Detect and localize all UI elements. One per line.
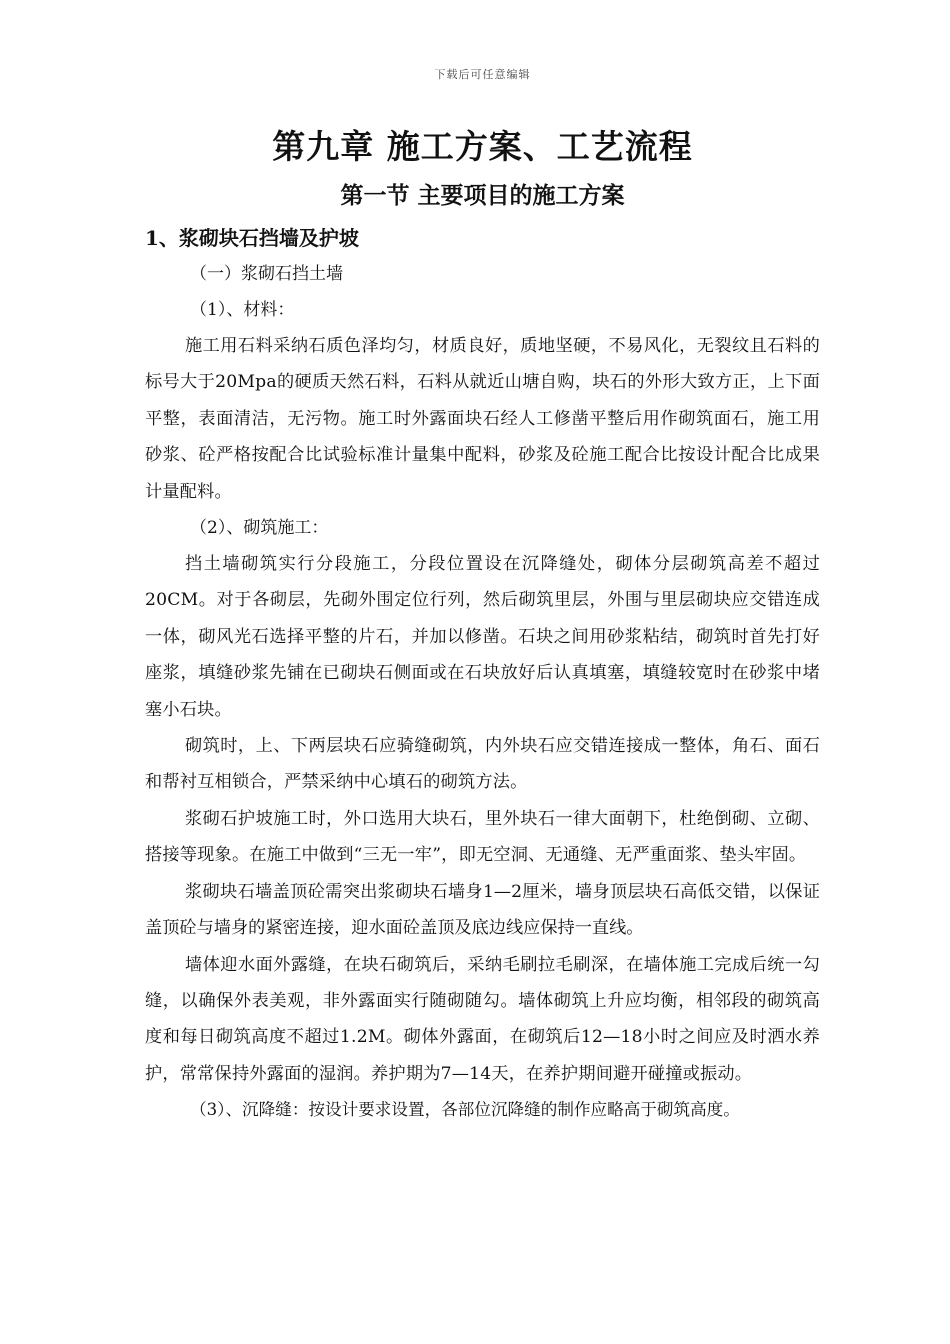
paragraph-masonry-2: 砌筑时，上、下两层块石应骑缝砌筑，内外块石应交错连接成一整体，角石、面石和帮衬互相锁合，严禁采纳中心填石的砌筑方法。 — [145, 736, 820, 793]
subsection-materials: （1）、材料： — [190, 300, 295, 320]
paragraph-materials: 施工用石料采纳石质色泽均匀，材质良好，质地坚硬，不易风化，无裂纹且石料的标号大于20Mpa的硬质天然石料，石料从就近山塘自购，块石的外形大致方正，上下面平整，表面清洁，无污物。施工时外露面块石经人工修凿平整后用作砌筑面石，施工用砂浆、砼严格按配合比试验标准计量集中配料，砂浆及砼施工配合比按设计配合比成果计量配料。 — [145, 336, 820, 502]
paragraph-slope-protection: 浆砌石护坡施工时，外口选用大块石，里外块石一律大面朝下，杜绝倒砌、立砌、搭接等现象。在施工中做到“三无一牢”，即无空洞、无通缝、无严重面浆、垫头牢固。 — [145, 808, 820, 866]
paragraph-pointing-curing: 墙体迎水面外露缝，在块石砌筑后，采纳毛刷拉毛刷深，在墙体施工完成后统一勾缝，以确保外表美观，非外露面实行随砌随勾。墙体砌筑上升应均衡，相邻段的砌筑高度和每日砌筑高度不超过1.2M。砌体外露面，在砌筑后12—18小时之间应及时洒水养护，常常保持外露面的湿润。养护期为7—14天，在养护期间避开碰撞或振动。 — [145, 954, 820, 1084]
chapter-title: 第九章 施工方案、工艺流程 — [272, 127, 693, 166]
section-title: 第一节 主要项目的施工方案 — [340, 182, 625, 209]
paragraph-coping: 浆砌块石墙盖顶砼需突出浆砌块石墙身1—2厘米，墙身顶层块石高低交错，以保证盖顶砼与墙身的紧密连接，迎水面砼盖顶及底边线应保持一直线。 — [145, 881, 820, 939]
subsection-masonry: （2）、砌筑施工： — [190, 518, 329, 539]
paragraph-masonry-1: 挡土墙砌筑实行分段施工，分段位置设在沉降缝处，砌体分层砌筑高差不超过20CM。对于各砌层，先砌外围定位行列，然后砌筑里层，外围与里层砌块应交错连成一体，砌风光石选择平整的片石，并加以修凿。石块之间用砂浆粘结，砌筑时首先打好座浆，填缝砂浆先铺在已砌块石侧面或在石块放好后认真填塞，填缝较宽时在砂浆中堵塞小石块。 — [145, 554, 820, 720]
item-title: 1、浆砌块石挡墙及护坡 — [145, 226, 359, 250]
subsection-settlement-joint: （3）、沉降缝：按设计要求设置，各部位沉降缝的制作应略高于砌筑高度。 — [190, 1100, 740, 1120]
page-header-note: 下载后可任意编辑 — [434, 68, 531, 81]
subsection-retaining-wall: （一）浆砌石挡土墙 — [190, 264, 343, 284]
